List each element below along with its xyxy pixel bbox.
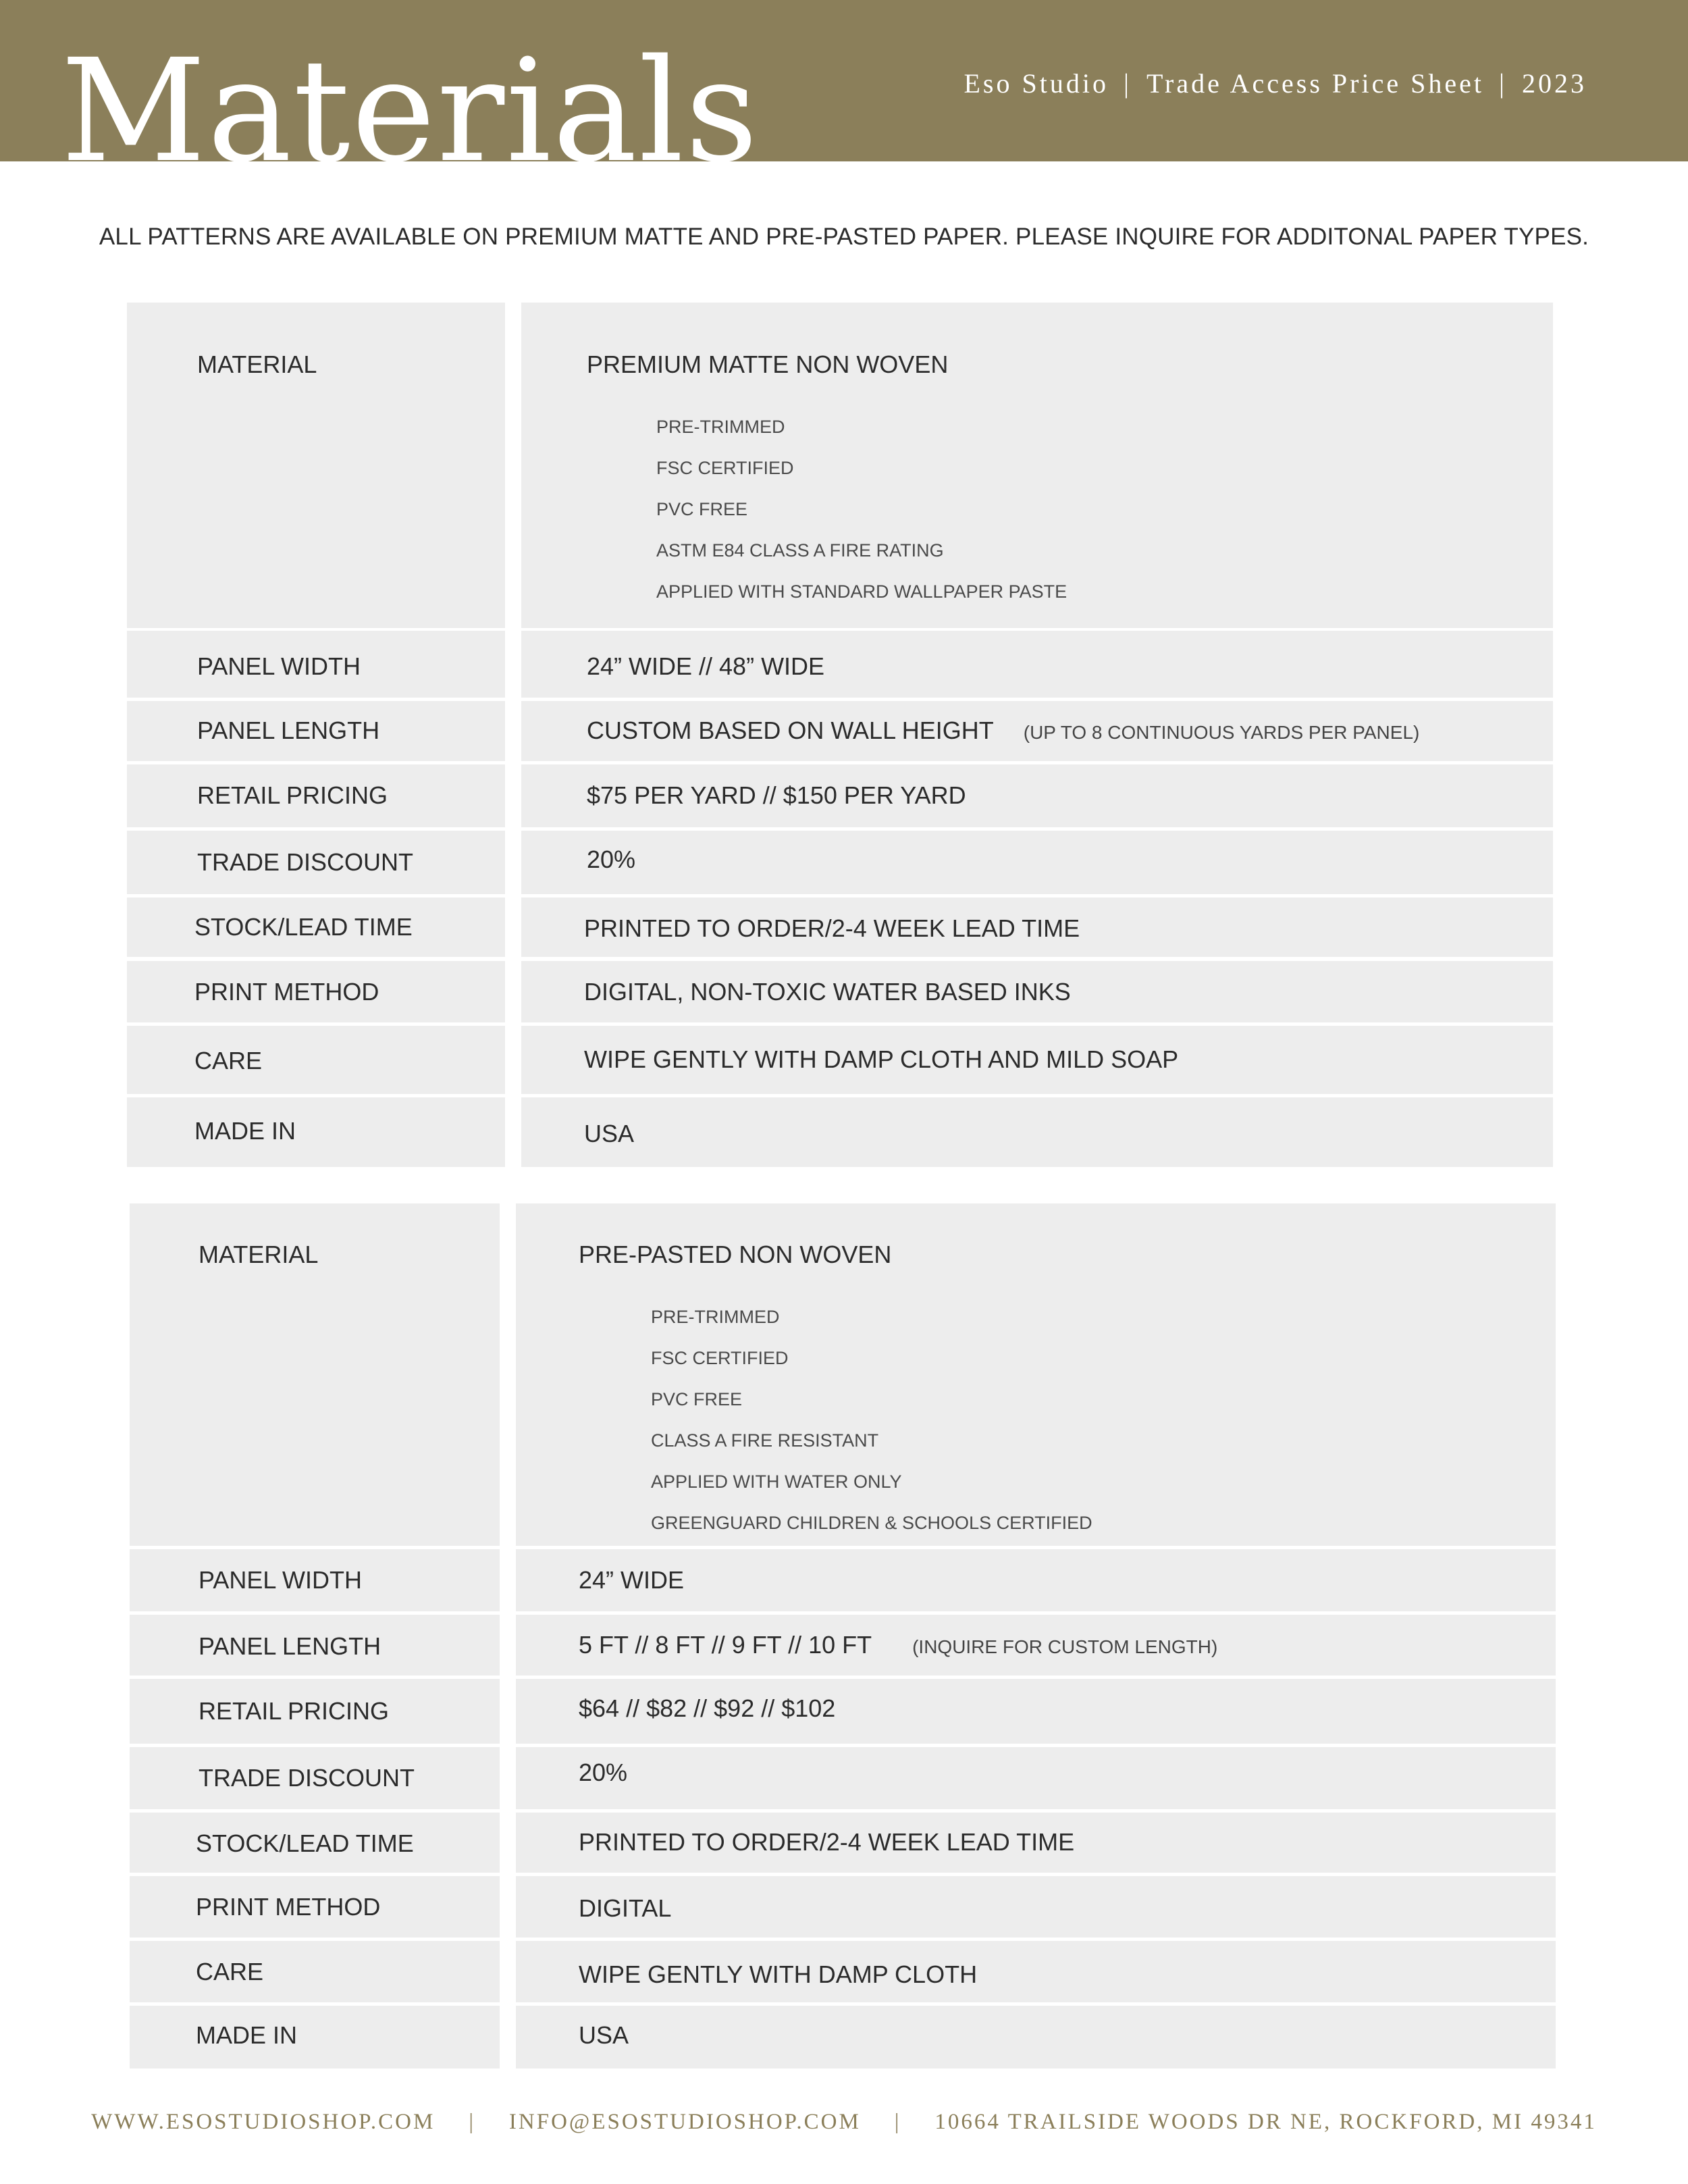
website-link[interactable]: WWW.ESOSTUDIOSHOP.COM [91,2110,436,2134]
label-cell [130,1549,500,1611]
label-cell [127,764,505,827]
table2-material-label-cell [130,1203,500,1546]
value-text: PRINTED TO ORDER/2-4 WEEK LEAD TIME [584,914,1080,942]
row-label: CARE [196,1958,264,1985]
table2-material-value-cell [516,1203,1556,1546]
row-label: PRINT METHOD [194,978,379,1006]
header-separator: | [1498,68,1507,99]
value-cell [516,1941,1556,2002]
table-row [0,1813,1688,1873]
feature-item: FSC CERTIFIED [651,1348,789,1368]
label-cell [130,1747,500,1809]
value-text: 24” WIDE [579,1566,685,1594]
feature-item: APPLIED WITH STANDARD WALLPAPER PASTE [656,581,1067,602]
label-cell [130,1941,500,2002]
feature-item: PRE-TRIMMED [656,417,785,437]
row-label: STOCK/LEAD TIME [196,1829,414,1857]
value-text: $75 PER YARD // $150 PER YARD [587,781,966,809]
table-row [0,1615,1688,1675]
value-text: $64 // $82 // $92 // $102 [579,1694,836,1722]
row-label: PRINT METHOD [196,1893,381,1921]
value-cell [516,2006,1556,2069]
value-cell [521,764,1553,827]
row-value [584,1045,1178,1074]
header-meta [964,68,1587,99]
sheet-year: 2023 [1522,68,1587,99]
row-value [579,1827,1074,1857]
footer-separator: | [894,2110,901,2134]
feature-item: CLASS A FIRE RESISTANT [651,1430,879,1451]
label-cell [130,1876,500,1938]
footer-separator: | [469,2110,475,2134]
row-label: PANEL WIDTH [199,1566,363,1594]
value-text: PRINTED TO ORDER/2-4 WEEK LEAD TIME [579,1828,1075,1856]
label-cell [127,1097,505,1167]
value-cell [516,1813,1556,1873]
value-cell [521,631,1553,698]
row-label: STOCK/LEAD TIME [194,913,413,941]
row-value [579,1694,835,1723]
value-text: CUSTOM BASED ON WALL HEIGHT [587,717,994,744]
value-text: USA [579,2021,629,2049]
row-label: RETAIL PRICING [199,1697,390,1725]
value-cell [516,1679,1556,1744]
value-text: WIPE GENTLY WITH DAMP CLOTH [579,1960,978,1988]
value-cell [521,1026,1553,1094]
value-text: 5 FT // 8 FT // 9 FT // 10 FT [579,1631,872,1659]
table-row [0,2006,1688,2069]
row-label: CARE [194,1047,263,1074]
label-cell [127,898,505,957]
value-note: (INQUIRE FOR CUSTOM LENGTH) [912,1636,1218,1657]
row-value [587,652,824,681]
feature-item: PVC FREE [651,1389,743,1409]
value-cell [516,1747,1556,1809]
table-row [0,961,1688,1022]
table-row [0,1747,1688,1809]
table-row [0,1026,1688,1094]
row-label: PANEL WIDTH [197,652,361,680]
row-label: TRADE DISCOUNT [197,848,414,876]
table2-material-row [0,1203,1688,1546]
table-row [0,764,1688,827]
table-row [0,631,1688,698]
row-value [584,1119,634,1149]
value-cell [521,961,1553,1022]
label-cell [130,2006,500,2069]
value-text: DIGITAL, NON-TOXIC WATER BASED INKS [584,978,1071,1006]
row-label: MADE IN [196,2021,298,2049]
footer [0,2110,1688,2135]
value-cell [521,831,1553,894]
table-row [0,1941,1688,2002]
header-bar [0,0,1688,194]
row-label: RETAIL PRICING [197,781,388,809]
value-cell [516,1615,1556,1675]
label-cell [127,831,505,894]
table-row [0,1549,1688,1611]
row-label: PANEL LENGTH [197,717,380,744]
table1-material-value-cell [521,303,1553,628]
table1-feature-list [656,407,1067,613]
brand-name: Eso Studio [964,68,1109,99]
value-cell [516,1876,1556,1938]
label-cell [130,1615,500,1675]
email-link[interactable]: INFO@ESOSTUDIOSHOP.COM [508,2110,861,2134]
label-cell [127,1026,505,1094]
feature-item: APPLIED WITH WATER ONLY [651,1472,902,1492]
label-cell [127,701,505,761]
table-row [0,1876,1688,1938]
material-label: MATERIAL [197,350,317,378]
value-text: WIPE GENTLY WITH DAMP CLOTH AND MILD SOAP [584,1045,1179,1073]
value-cell [521,701,1553,761]
row-value [587,845,635,875]
table2-feature-list [651,1297,1092,1544]
row-value [579,1565,684,1595]
material-name: PREMIUM MATTE NON WOVEN [587,350,949,378]
row-label: PANEL LENGTH [199,1632,381,1660]
table1-material-label-cell [127,303,505,628]
value-cell [521,898,1553,957]
table-row [0,1097,1688,1167]
value-text: DIGITAL [579,1894,672,1922]
row-label: MADE IN [194,1117,296,1145]
feature-item: FSC CERTIFIED [656,458,794,478]
value-text: 24” WIDE // 48” WIDE [587,652,825,680]
feature-item: PVC FREE [656,499,748,519]
label-cell [130,1813,500,1873]
row-value [579,1960,977,1990]
sheet-subtitle: Trade Access Price Sheet [1146,68,1484,99]
table1-material-row [0,303,1688,628]
row-value [584,977,1071,1007]
row-value [579,1894,671,1923]
label-cell [127,631,505,698]
material-label: MATERIAL [199,1241,319,1268]
header-separator: | [1123,68,1132,99]
table-row [0,1679,1688,1744]
paper-notice: ALL PATTERNS ARE AVAILABLE ON PREMIUM MATTE AND PRE-PASTED PAPER. PLEASE INQUIRE FOR ADDITONAL PAPER TYPES. [99,224,1589,250]
page-title: Materials [61,28,760,194]
value-cell [516,1549,1556,1611]
address-text: 10664 TRAILSIDE WOODS DR NE, ROCKFORD, MI 49341 [934,2110,1597,2134]
label-cell [130,1679,500,1744]
row-value [587,716,1419,748]
table-row [0,701,1688,761]
value-cell [521,1097,1553,1167]
label-cell [127,961,505,1022]
table-row [0,831,1688,894]
row-value [584,914,1080,943]
value-text: 20% [587,846,636,873]
row-value [587,781,966,810]
feature-item: ASTM E84 CLASS A FIRE RATING [656,540,944,561]
value-text: USA [584,1120,635,1147]
feature-item: PRE-TRIMMED [651,1307,780,1327]
value-note: (UP TO 8 CONTINUOUS YARDS PER PANEL) [1023,722,1420,743]
material-name: PRE-PASTED NON WOVEN [579,1241,892,1268]
table-row [0,898,1688,957]
row-label: TRADE DISCOUNT [199,1764,415,1792]
value-text: 20% [579,1759,628,1786]
feature-item: GREENGUARD CHILDREN & SCHOOLS CERTIFIED [651,1513,1092,1533]
row-value [579,1758,627,1788]
row-value [579,1630,1217,1662]
row-value [579,2021,629,2050]
